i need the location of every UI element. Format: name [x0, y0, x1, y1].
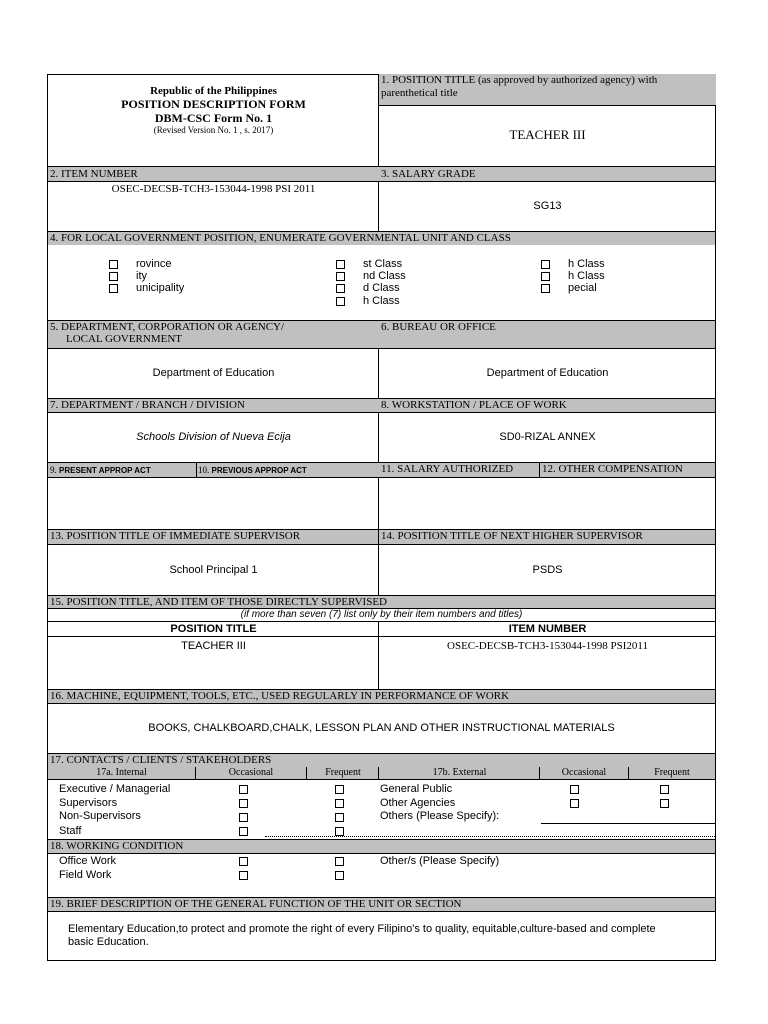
internal-frequent-label: Frequent	[325, 767, 361, 778]
salary-grade-value[interactable]: SG13	[533, 200, 562, 212]
non-supervisors-frequent-checkbox[interactable]	[335, 813, 344, 822]
item-number-value[interactable]: OSEC-DECSB-TCH3-153044-1998 PSI 2011	[111, 183, 316, 195]
province-checkbox[interactable]	[109, 260, 118, 269]
s5-label-2: LOCAL GOVERNMENT	[66, 333, 182, 345]
executive-frequent-checkbox[interactable]	[335, 785, 344, 794]
s2-label: 2. ITEM NUMBER	[50, 168, 138, 180]
executive-occasional-checkbox[interactable]	[239, 785, 248, 794]
supervisors-frequent-checkbox[interactable]	[335, 799, 344, 808]
s6-label: 6. BUREAU OR OFFICE	[381, 321, 496, 333]
supervised-item-value[interactable]: OSEC-DECSB-TCH3-153044-1998 PSI2011	[447, 640, 648, 652]
sixth-class-checkbox[interactable]	[541, 272, 550, 281]
others-specify-line[interactable]	[541, 823, 715, 824]
s1-header	[379, 74, 716, 106]
immediate-supervisor-value[interactable]: School Principal 1	[169, 564, 258, 576]
external-item: Others (Please Specify):	[380, 810, 500, 822]
bureau-value[interactable]: Department of Education	[486, 367, 609, 379]
non-supervisors-occasional-checkbox[interactable]	[239, 813, 248, 822]
general-public-frequent-checkbox[interactable]	[660, 785, 669, 794]
s5-label: 5. DEPARTMENT, CORPORATION OR AGENCY/	[50, 321, 285, 333]
working-condition-item: Office Work	[59, 855, 117, 867]
special-checkbox[interactable]	[541, 284, 550, 293]
working-condition-item: Field Work	[59, 869, 112, 881]
revised-version: (Revised Version No. 1 , s. 2017)	[153, 125, 274, 135]
municipality-label: unicipality	[136, 282, 185, 294]
form-name: POSITION DESCRIPTION FORM	[121, 97, 306, 111]
s18-header	[48, 839, 715, 854]
republic-title: Republic of the Philippines	[150, 85, 277, 97]
external-occasional-label: Occasional	[561, 767, 607, 778]
third-class-checkbox[interactable]	[336, 284, 345, 293]
external-item: Other Agencies	[380, 797, 456, 809]
fifth-class-checkbox[interactable]	[541, 260, 550, 269]
s17-header	[48, 753, 715, 768]
external-item: General Public	[380, 783, 453, 795]
field-work-occasional-checkbox[interactable]	[239, 871, 248, 880]
s18-label: 18. WORKING CONDITION	[50, 840, 184, 852]
staff-frequent-checkbox[interactable]	[335, 827, 344, 836]
s11-label: 11. SALARY AUTHORIZED	[381, 463, 514, 475]
s4-label: 4. FOR LOCAL GOVERNMENT POSITION, ENUMERATE GOVERNMENTAL UNIT AND CLASS	[50, 232, 511, 244]
s14-label: 14. POSITION TITLE OF NEXT HIGHER SUPERVISOR	[381, 530, 643, 542]
fourth-class-checkbox[interactable]	[336, 297, 345, 306]
s7-label: 7. DEPARTMENT / BRANCH / DIVISION	[50, 399, 245, 411]
municipality-checkbox[interactable]	[109, 284, 118, 293]
special-label: pecial	[568, 282, 597, 294]
first-class-checkbox[interactable]	[336, 260, 345, 269]
other-agencies-frequent-checkbox[interactable]	[660, 799, 669, 808]
third-class-label: d Class	[363, 282, 400, 294]
city-label: ity	[136, 270, 147, 282]
other-conditions-label: Other/s (Please Specify)	[380, 855, 500, 867]
office-work-frequent-checkbox[interactable]	[335, 857, 344, 866]
s9-label: PRESENT APPROP ACT	[59, 466, 151, 475]
s8-label: 8. WORKSTATION / PLACE OF WORK	[381, 399, 567, 411]
item-number-column: ITEM NUMBER	[508, 623, 587, 635]
external-frequent-label: Frequent	[654, 767, 690, 778]
s4-header	[48, 231, 715, 246]
general-function-line-1: Elementary Education,to protect and promote the right of every Filipino's to quality, equitable,culture-based and complete	[68, 923, 656, 935]
supervised-title-value[interactable]: TEACHER III	[181, 640, 246, 652]
s17-subheader	[48, 767, 715, 780]
internal-item: Executive / Managerial	[59, 783, 171, 795]
s15-header	[48, 595, 715, 609]
s10-number: 10.	[198, 465, 210, 475]
s15-note: (if more than seven (7) list only by their item numbers and titles)	[240, 609, 523, 620]
form-header	[48, 85, 379, 136]
other-agencies-occasional-checkbox[interactable]	[570, 799, 579, 808]
internal-item: Supervisors	[59, 797, 118, 809]
s19-label: 19. BRIEF DESCRIPTION OF THE GENERAL FUNCTION OF THE UNIT OR SECTION	[50, 898, 462, 910]
general-public-occasional-checkbox[interactable]	[570, 785, 579, 794]
staff-occasional-checkbox[interactable]	[239, 827, 248, 836]
s12-label: 12. OTHER COMPENSATION	[542, 463, 683, 475]
second-class-label: nd Class	[363, 270, 406, 282]
external-label: 17b. External	[432, 767, 487, 778]
position-title-value[interactable]: TEACHER III	[509, 127, 586, 142]
s16-header	[48, 689, 715, 704]
sixth-class-label: h Class	[568, 270, 605, 282]
city-checkbox[interactable]	[109, 272, 118, 281]
province-label: rovince	[136, 258, 172, 270]
position-description-form	[47, 74, 716, 961]
s19-header	[48, 897, 715, 912]
form-number: DBM-CSC Form No. 1	[154, 111, 273, 125]
office-work-occasional-checkbox[interactable]	[239, 857, 248, 866]
s10-label: PREVIOUS APPROP ACT	[211, 466, 307, 475]
position-title-column: POSITION TITLE	[170, 623, 257, 635]
equipment-value[interactable]: BOOKS, CHALKBOARD,CHALK, LESSON PLAN AND OTHER INSTRUCTIONAL MATERIALS	[148, 722, 615, 734]
general-function-value[interactable]	[68, 923, 708, 949]
department-value[interactable]: Department of Education	[152, 367, 275, 379]
internal-occasional-label: Occasional	[228, 767, 274, 778]
s15-label: 15. POSITION TITLE, AND ITEM OF THOSE DIRECTLY SUPERVISED	[50, 596, 387, 608]
second-class-checkbox[interactable]	[336, 272, 345, 281]
s13-label: 13. POSITION TITLE OF IMMEDIATE SUPERVISOR	[50, 530, 301, 542]
fourth-class-label: h Class	[363, 295, 400, 307]
fifth-class-label: h Class	[568, 258, 605, 270]
supervisors-occasional-checkbox[interactable]	[239, 799, 248, 808]
s16-label: 16. MACHINE, EQUIPMENT, TOOLS, ETC., USED REGULARLY IN PERFORMANCE OF WORK	[50, 690, 510, 702]
s1-label-2: parenthetical title	[381, 87, 458, 99]
internal-item: Staff	[59, 825, 82, 837]
field-work-frequent-checkbox[interactable]	[335, 871, 344, 880]
s1-label: 1. POSITION TITLE (as approved by authorized agency) with	[381, 74, 658, 86]
s9-number: 9.	[50, 465, 57, 475]
s17-label: 17. CONTACTS / CLIENTS / STAKEHOLDERS	[50, 754, 272, 766]
workstation-value[interactable]: SD0-RIZAL ANNEX	[499, 431, 596, 443]
first-class-label: st Class	[363, 258, 403, 270]
next-supervisor-value[interactable]: PSDS	[532, 564, 563, 576]
general-function-line-2: basic Education.	[68, 936, 149, 948]
internal-item: Non-Supervisors	[59, 810, 141, 822]
division-value[interactable]: Schools Division of Nueva Ecija	[136, 431, 291, 443]
s3-label: 3. SALARY GRADE	[381, 168, 476, 180]
internal-label: 17a. Internal	[96, 767, 147, 778]
